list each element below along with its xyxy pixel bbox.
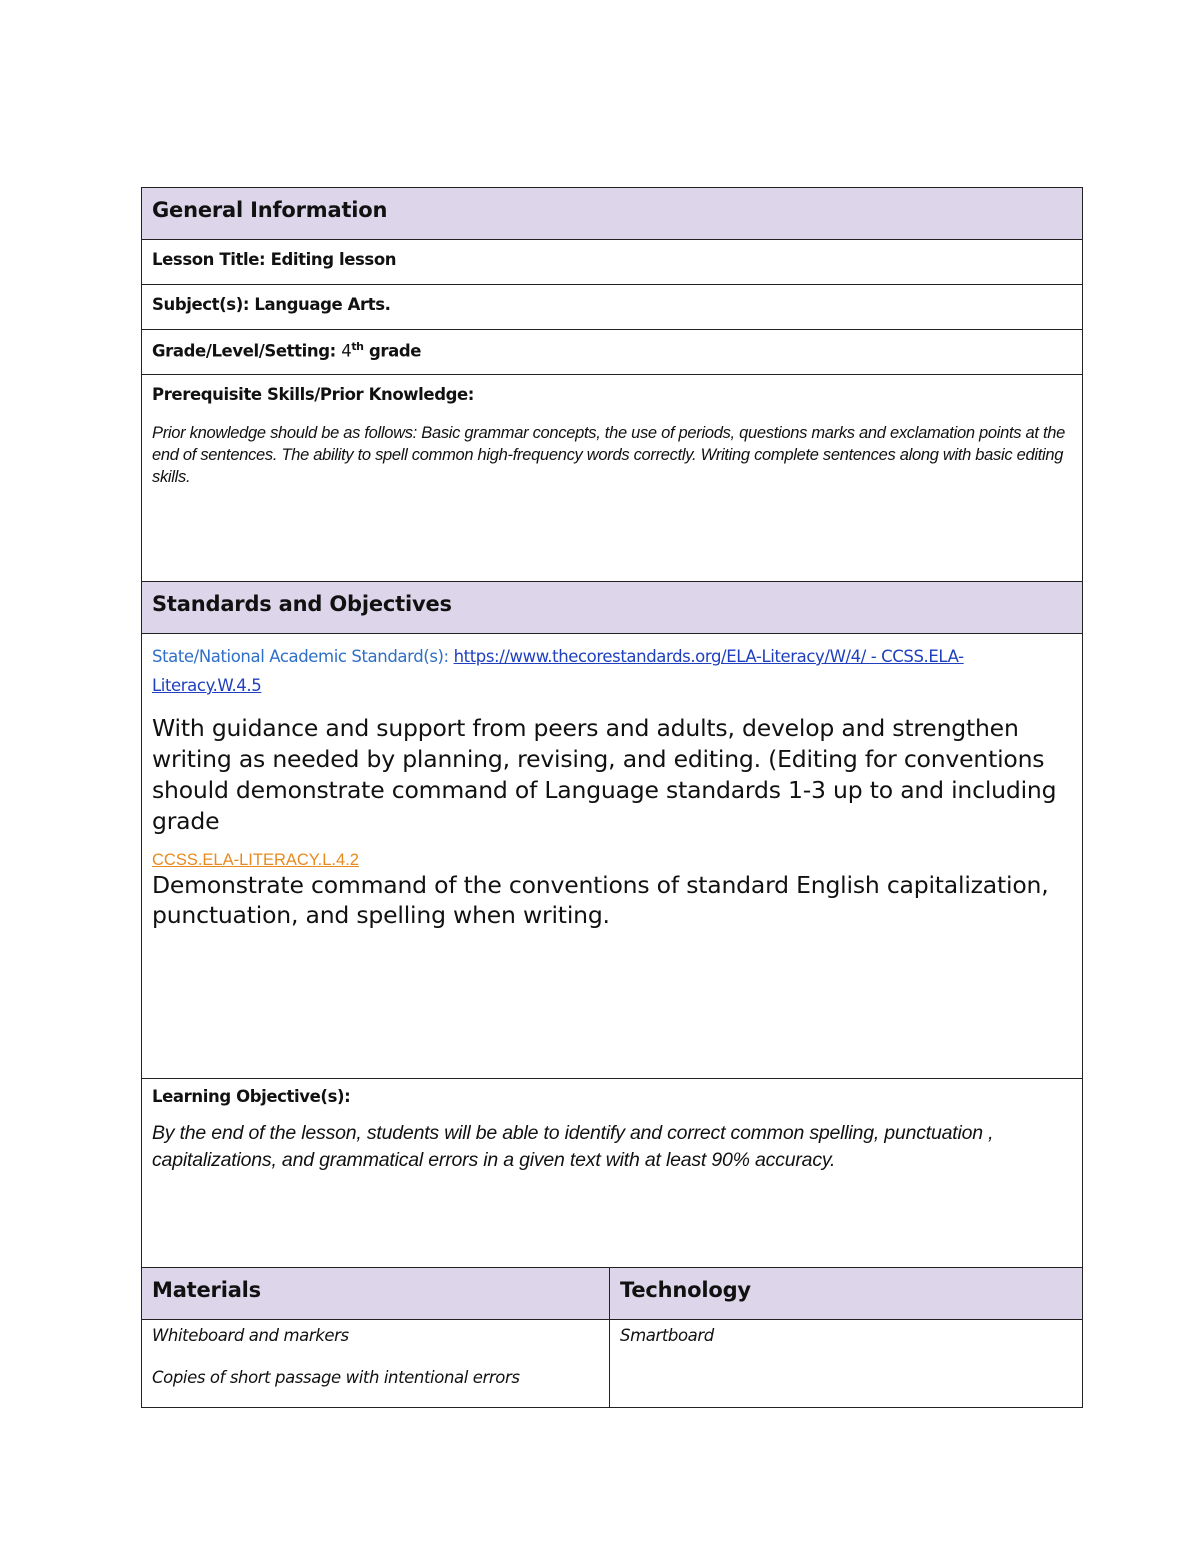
- prerequisite-row: [142, 375, 1083, 582]
- grade-label: Grade/Level/Setting:: [152, 341, 336, 361]
- materials-technology-header-row: [142, 1268, 1083, 1320]
- second-standard-text: Demonstrate command of the conventions of standard English capitalization, punctuation, and spelling when writing.: [152, 871, 1049, 929]
- state-standard-label: State/National Academic Standard(s):: [152, 647, 449, 666]
- general-information-title: General Information: [152, 198, 388, 222]
- technology-item: Smartboard: [620, 1326, 714, 1345]
- technology-title: Technology: [620, 1278, 751, 1302]
- standard-link[interactable]: https://www.thecorestandards.org/ELA-Literacy/W/4/ - CCSS.ELA-Literacy.W.4.5: [152, 647, 964, 695]
- standards-header-row: [142, 582, 1083, 634]
- lesson-title-row: [142, 240, 1083, 285]
- learning-objective-text: By the end of the lesson, students will be able to identify and correct common spelling, punctuation , capitalizations, and grammatical errors in a given text with at least 90% accuracy.: [152, 1122, 994, 1171]
- subject-value: Language Arts.: [254, 295, 391, 314]
- prerequisite-label: Prerequisite Skills/Prior Knowledge:: [152, 385, 475, 404]
- learning-objective-label: Learning Objective(s):: [152, 1087, 351, 1106]
- materials-item: Whiteboard and markers: [152, 1326, 349, 1345]
- subject-row: [142, 285, 1083, 330]
- general-information-header-row: [142, 188, 1083, 240]
- learning-objective-row: [142, 1079, 1083, 1268]
- second-standard-link[interactable]: CCSS.ELA-LITERACY.L.4.2: [152, 851, 359, 869]
- grade-word: grade: [368, 341, 422, 361]
- lesson-plan-table: [141, 187, 1083, 1408]
- lesson-title-label: Lesson Title:: [152, 250, 266, 269]
- grade-superscript: th: [351, 340, 364, 353]
- standards-row: [142, 634, 1083, 1079]
- grade-row: [142, 330, 1083, 375]
- grade-number: 4: [341, 341, 352, 361]
- materials-title: Materials: [152, 1278, 261, 1302]
- standards-objectives-title: Standards and Objectives: [152, 592, 452, 616]
- materials-item: Copies of short passage with intentional errors: [152, 1368, 520, 1387]
- lesson-title-value: Editing lesson: [270, 250, 397, 269]
- standard-text: With guidance and support from peers and adults, develop and strengthen writing as needed by planning, revising, and editing. (Editing for conventions should demonstrate command of Language standards 1-3 up to and including grade: [152, 714, 1057, 835]
- materials-technology-row: [142, 1320, 1083, 1408]
- subject-label: Subject(s):: [152, 295, 250, 314]
- prerequisite-text: Prior knowledge should be as follows: Basic grammar concepts, the use of periods, questions marks and exclamation points at the end of sentences. The ability to spell common high-frequency words correctly. Writing complete sentences along with basic editing skills.: [152, 424, 1065, 486]
